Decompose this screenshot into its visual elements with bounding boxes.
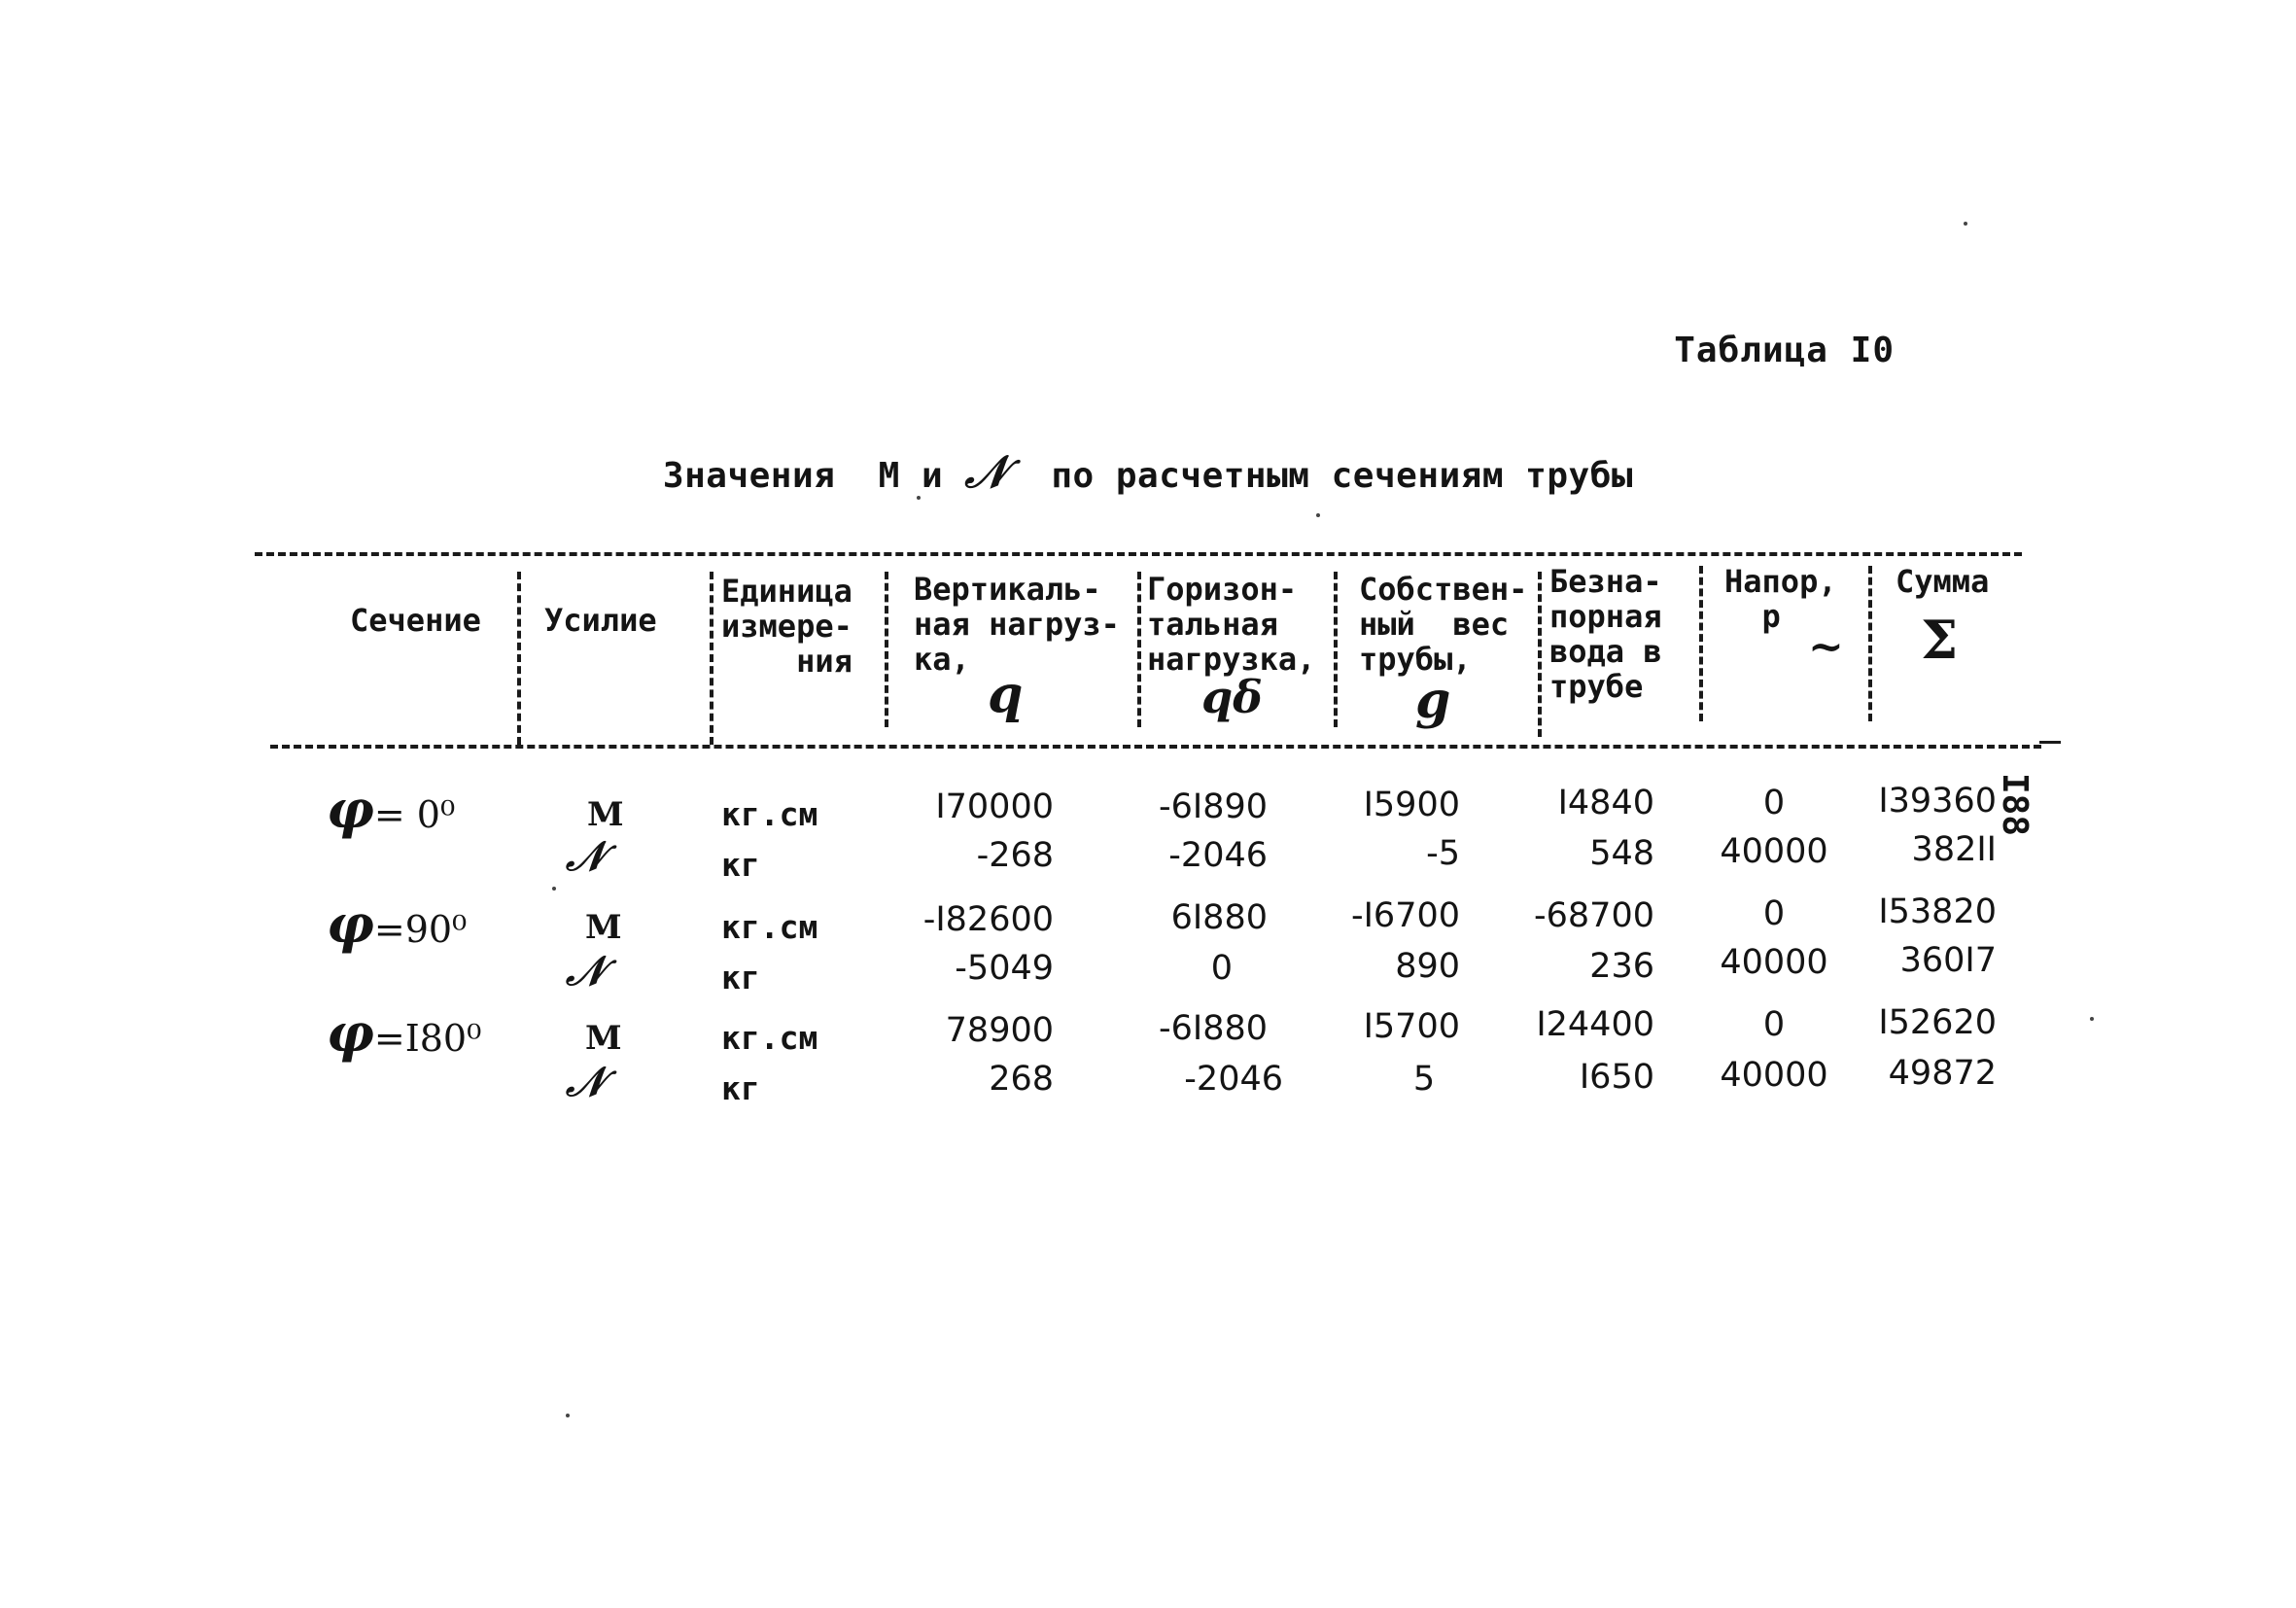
sum-cell: 49872 (1888, 1054, 1997, 1093)
title-n-symbol: 𝒩 (964, 445, 1008, 498)
scan-speck (552, 887, 556, 891)
vertical-cell: 78900 (945, 1011, 1054, 1050)
header-separator (1137, 572, 1141, 727)
header-vertical-load: Вертикаль- ная нагруз- ка, (914, 571, 1120, 678)
title-prefix: Значения (662, 456, 836, 496)
horizontal-cell: -6I880 (1158, 1009, 1268, 1048)
own-weight-cell: -5 (1426, 834, 1460, 873)
horizontal-cell: 6I880 (1170, 898, 1268, 937)
title-suffix: по расчетным сечениям трубы (1051, 456, 1634, 496)
vertical-cell: -5049 (955, 949, 1054, 988)
table-caption: Таблица I0 (1674, 331, 1895, 370)
sum-cell: 382II (1911, 830, 1997, 869)
scan-speck (566, 1414, 570, 1417)
vertical-cell: I70000 (935, 787, 1054, 826)
free-water-cell: 548 (1589, 834, 1654, 873)
pressure-symbol: ~ (1808, 622, 1844, 672)
own-weight-cell: 5 (1412, 1060, 1436, 1099)
section-label (327, 892, 467, 955)
table-title (0, 445, 2296, 500)
pressure-cell: 40000 (1720, 1056, 1828, 1095)
header-own-weight: Собствен- ный вес трубы, (1359, 571, 1528, 678)
own-weight-cell: -I6700 (1350, 896, 1460, 935)
scan-speck (917, 496, 921, 500)
force-symbol: 𝒩 (566, 947, 606, 995)
force-symbol: 𝒩 (566, 832, 606, 880)
force-symbol: М (587, 795, 624, 834)
page-number: I88 (1995, 773, 2035, 837)
free-water-cell: 236 (1589, 947, 1654, 986)
header-separator (1538, 572, 1542, 737)
title-m-symbol: М (878, 456, 900, 496)
table-top-rule (255, 552, 2022, 556)
header-force: Усилие (544, 602, 657, 639)
free-water-cell: I24400 (1536, 1005, 1654, 1044)
phi-symbol: φ (327, 778, 374, 840)
pressure-cell: 0 (1762, 1005, 1786, 1044)
page-edge-mark (2039, 741, 2061, 744)
header-separator (710, 572, 713, 745)
unit-cell: кг.см (721, 908, 818, 946)
sum-cell: 360I7 (1899, 941, 1997, 980)
pressure-cell: 40000 (1720, 832, 1828, 871)
scan-speck (1964, 222, 1967, 226)
section-angle: = 0⁰ (373, 793, 456, 836)
pressure-cell: 0 (1762, 784, 1786, 822)
unit-cell: кг (721, 1069, 760, 1107)
scan-speck (1316, 513, 1320, 517)
horizontal-load-symbol: qδ (1201, 671, 1263, 723)
sum-cell: I39360 (1878, 782, 1997, 821)
unit-cell: кг (721, 846, 760, 884)
header-separator (885, 572, 888, 727)
vertical-cell: 268 (989, 1060, 1054, 1099)
sum-cell: I53820 (1878, 892, 1997, 931)
horizontal-cell: -2046 (1184, 1060, 1283, 1099)
header-separator (1699, 566, 1703, 721)
header-separator (1868, 566, 1872, 721)
sum-symbol: Σ (1921, 609, 1959, 671)
phi-symbol: φ (327, 892, 374, 955)
sum-cell: I52620 (1878, 1003, 1997, 1042)
horizontal-cell: -6I890 (1158, 787, 1268, 826)
force-symbol: М (585, 908, 622, 947)
header-sum: Сумма (1896, 563, 1990, 600)
free-water-cell: I650 (1579, 1058, 1654, 1097)
own-weight-cell: 890 (1395, 947, 1460, 986)
free-water-cell: I4840 (1557, 784, 1654, 822)
pressure-cell: 0 (1762, 894, 1786, 933)
force-symbol: 𝒩 (566, 1058, 606, 1105)
vertical-load-symbol: q (988, 665, 1024, 724)
table-header-rule (270, 745, 2041, 749)
section-label (327, 1001, 481, 1064)
section-angle: =90⁰ (373, 908, 468, 951)
horizontal-cell: -2046 (1168, 836, 1268, 875)
section-label (327, 778, 455, 840)
header-free-water: Безна- порная вода в трубе (1549, 563, 1662, 705)
header-horizontal-load: Горизон- тальная нагрузка, (1147, 571, 1316, 678)
free-water-cell: -68700 (1534, 896, 1654, 935)
scan-speck (2090, 1017, 2094, 1021)
horizontal-cell: 0 (1210, 949, 1233, 988)
section-angle: =I80⁰ (373, 1017, 482, 1060)
unit-cell: кг (721, 959, 760, 996)
unit-cell: кг.см (721, 795, 818, 833)
vertical-cell: -I82600 (922, 900, 1054, 939)
own-weight-symbol: g (1415, 671, 1451, 730)
header-separator (517, 572, 521, 745)
unit-cell: кг.см (721, 1019, 818, 1057)
title-and: и (922, 456, 944, 496)
own-weight-cell: I5900 (1363, 786, 1460, 824)
own-weight-cell: I5700 (1363, 1007, 1460, 1046)
vertical-cell: -268 (976, 836, 1054, 875)
header-section: Сечение (350, 602, 481, 639)
header-separator (1334, 572, 1338, 727)
phi-symbol: φ (327, 1001, 374, 1064)
header-unit: Единица измере- ния (721, 573, 852, 680)
pressure-cell: 40000 (1720, 943, 1828, 982)
header-pressure: Напор, p (1724, 563, 1837, 635)
force-symbol: М (585, 1019, 622, 1058)
